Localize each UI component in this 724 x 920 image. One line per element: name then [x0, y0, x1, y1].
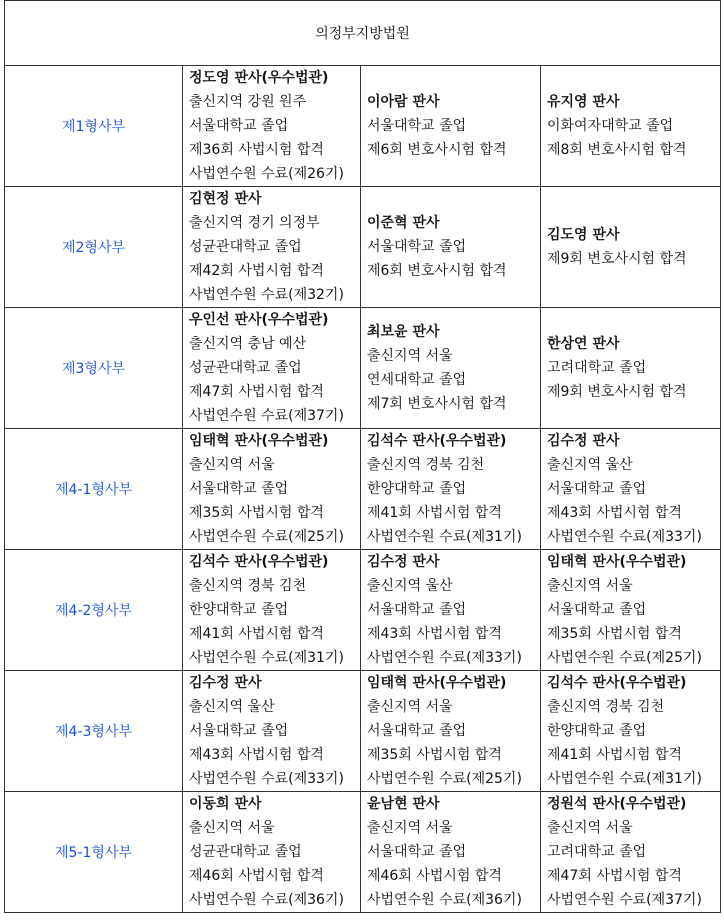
- judge-name: 임태혁 판사(우수법관): [547, 554, 687, 570]
- judge-entry: [189, 429, 360, 549]
- judge-detail-line: 제47회 사법시험 합격: [547, 868, 682, 884]
- judge-detail-line: 출신지역 서울: [367, 348, 453, 364]
- division-name: 제4-1형사부: [5, 429, 183, 550]
- judge-detail-line: 출신지역 서울: [367, 699, 453, 715]
- judge-detail-line: 출신지역 충남 예산: [189, 336, 307, 352]
- judge-detail-line: 출신지역 경북 김천: [547, 699, 665, 715]
- judge-detail-line: 사법연수원 수료(제33기): [367, 650, 522, 666]
- judge-entry: [547, 671, 720, 791]
- judge-detail-line: 사법연수원 수료(제25기): [189, 529, 344, 545]
- judge-detail-line: 출신지역 경북 김천: [189, 578, 307, 594]
- division-name: 제4-2형사부: [5, 550, 183, 671]
- judge-detail-line: 사법연수원 수료(제25기): [367, 771, 522, 787]
- judge-detail-line: 제47회 사법시험 합격: [189, 384, 324, 400]
- judge-detail-line: 제35회 사법시험 합격: [189, 505, 324, 521]
- judge-cell: [183, 308, 361, 429]
- judge-cell: [361, 671, 541, 792]
- judge-detail-line: 사법연수원 수료(제37기): [189, 408, 344, 424]
- judge-cell: [361, 187, 541, 308]
- judge-detail-line: 제36회 사법시험 합격: [189, 142, 324, 158]
- judge-cell: [183, 671, 361, 792]
- judge-cell: [183, 187, 361, 308]
- judge-cell: [361, 308, 541, 429]
- judge-cell: [183, 792, 361, 913]
- judge-detail-line: 사법연수원 수료(제36기): [367, 892, 522, 908]
- judge-detail-line: 출신지역 서울: [547, 578, 633, 594]
- judge-entry: [367, 550, 540, 670]
- judge-detail-line: 제6회 변호사시험 합격: [367, 263, 507, 279]
- judge-name: 이동희 판사: [189, 796, 262, 812]
- judge-cell: [361, 792, 541, 913]
- judge-entry: [189, 671, 360, 791]
- division-row: [5, 66, 721, 187]
- judge-detail-line: 사법연수원 수료(제31기): [367, 529, 522, 545]
- judge-name: 김수정 판사: [547, 433, 620, 449]
- judge-detail-line: 출신지역 울산: [189, 699, 275, 715]
- judge-detail-line: 사법연수원 수료(제37기): [547, 892, 702, 908]
- judge-detail-line: 서울대학교 졸업: [367, 723, 467, 739]
- judge-name: 김현정 판사: [189, 191, 262, 207]
- judge-detail-line: 출신지역 서울: [189, 820, 275, 836]
- division-row: [5, 671, 721, 792]
- division-name: 제2형사부: [5, 187, 183, 308]
- judge-entry: [189, 550, 360, 670]
- judge-detail-line: 사법연수원 수료(제33기): [189, 771, 344, 787]
- judge-detail-line: 한양대학교 졸업: [547, 723, 647, 739]
- judge-name: 이아람 판사: [367, 94, 440, 110]
- division-row: [5, 187, 721, 308]
- judge-detail-line: 제42회 사법시험 합격: [189, 263, 324, 279]
- division-row: [5, 550, 721, 671]
- judge-name: 한상연 판사: [547, 336, 620, 352]
- judge-entry: [547, 429, 720, 549]
- judge-detail-line: 제43회 사법시험 합격: [189, 747, 324, 763]
- judge-entry: [547, 90, 720, 162]
- judge-detail-line: 제41회 사법시험 합격: [367, 505, 502, 521]
- judge-detail-line: 출신지역 경북 김천: [367, 457, 485, 473]
- judge-name: 김도영 판사: [547, 227, 620, 243]
- judge-entry: [367, 211, 540, 283]
- judge-detail-line: 한양대학교 졸업: [367, 481, 467, 497]
- judge-detail-line: 제41회 사법시험 합격: [189, 626, 324, 642]
- judge-detail-line: 사법연수원 수료(제25기): [547, 650, 702, 666]
- judge-entry: [189, 308, 360, 428]
- judge-entry: [547, 792, 720, 912]
- judge-name: 정원석 판사(우수법관): [547, 796, 687, 812]
- judge-detail-line: 제6회 변호사시험 합격: [367, 142, 507, 158]
- judge-detail-line: 성균관대학교 졸업: [189, 239, 302, 255]
- judge-detail-line: 사법연수원 수료(제32기): [189, 287, 344, 303]
- judge-cell: [183, 429, 361, 550]
- division-name: 제3형사부: [5, 308, 183, 429]
- judge-entry: [367, 792, 540, 912]
- division-name: 제4-3형사부: [5, 671, 183, 792]
- judge-detail-line: 서울대학교 졸업: [189, 723, 289, 739]
- judge-entry: [367, 671, 540, 791]
- judge-entry: [189, 187, 360, 307]
- judge-cell: [361, 550, 541, 671]
- division-name: 제5-1형사부: [5, 792, 183, 913]
- judge-cell: [361, 429, 541, 550]
- judge-detail-line: 제43회 사법시험 합격: [547, 505, 682, 521]
- judge-detail-line: 출신지역 강원 원주: [189, 94, 307, 110]
- judge-name: 유지영 판사: [547, 94, 620, 110]
- judge-detail-line: 출신지역 서울: [547, 820, 633, 836]
- judge-detail-line: 출신지역 울산: [367, 578, 453, 594]
- judge-name: 정도영 판사(우수법관): [189, 70, 329, 86]
- judge-detail-line: 제43회 사법시험 합격: [367, 626, 502, 642]
- judge-detail-line: 사법연수원 수료(제33기): [547, 529, 702, 545]
- judge-name: 우인선 판사(우수법관): [189, 312, 329, 328]
- judge-detail-line: 연세대학교 졸업: [367, 372, 467, 388]
- judge-entry: [547, 223, 720, 271]
- judge-name: 김수정 판사: [189, 675, 262, 691]
- judge-cell: [541, 792, 721, 913]
- court-title: 의정부지방법원: [5, 1, 721, 66]
- judge-detail-line: 제8회 변호사시험 합격: [547, 142, 687, 158]
- judge-detail-line: 사법연수원 수료(제31기): [547, 771, 702, 787]
- judge-entry: [547, 332, 720, 404]
- judge-detail-line: 제46회 사법시험 합격: [367, 868, 502, 884]
- judge-detail-line: 한양대학교 졸업: [189, 602, 289, 618]
- judge-detail-line: 서울대학교 졸업: [547, 481, 647, 497]
- judge-detail-line: 고려대학교 졸업: [547, 844, 647, 860]
- division-row: [5, 792, 721, 913]
- judge-entry: [367, 320, 540, 416]
- judge-cell: [541, 66, 721, 187]
- judge-cell: [183, 550, 361, 671]
- court-roster-document: [4, 0, 721, 913]
- judge-cell: [541, 308, 721, 429]
- judge-detail-line: 서울대학교 졸업: [367, 602, 467, 618]
- judge-detail-line: 출신지역 울산: [547, 457, 633, 473]
- judge-cell: [541, 429, 721, 550]
- judge-detail-line: 제35회 사법시험 합격: [367, 747, 502, 763]
- roster-body: [5, 1, 721, 913]
- judge-detail-line: 서울대학교 졸업: [367, 239, 467, 255]
- judge-name: 임태혁 판사(우수법관): [367, 675, 507, 691]
- division-row: [5, 429, 721, 550]
- judge-cell: [541, 187, 721, 308]
- judge-cell: [541, 671, 721, 792]
- title-row: [5, 1, 721, 66]
- judge-entry: [367, 90, 540, 162]
- judge-entry: [547, 550, 720, 670]
- judge-detail-line: 출신지역 서울: [189, 457, 275, 473]
- judge-detail-line: 제41회 사법시험 합격: [547, 747, 682, 763]
- judge-name: 임태혁 판사(우수법관): [189, 433, 329, 449]
- judge-detail-line: 사법연수원 수료(제26기): [189, 166, 344, 182]
- judge-detail-line: 서울대학교 졸업: [189, 481, 289, 497]
- judge-detail-line: 성균관대학교 졸업: [189, 844, 302, 860]
- judge-detail-line: 사법연수원 수료(제36기): [189, 892, 344, 908]
- judge-detail-line: 서울대학교 졸업: [367, 844, 467, 860]
- judge-detail-line: 제9회 변호사시험 합격: [547, 251, 687, 267]
- judge-name: 김석수 판사(우수법관): [189, 554, 329, 570]
- judge-name: 최보윤 판사: [367, 324, 440, 340]
- division-row: [5, 308, 721, 429]
- judge-detail-line: 제35회 사법시험 합격: [547, 626, 682, 642]
- judge-detail-line: 출신지역 경기 의정부: [189, 215, 320, 231]
- judge-name: 김수정 판사: [367, 554, 440, 570]
- judge-detail-line: 사법연수원 수료(제31기): [189, 650, 344, 666]
- judge-cell: [183, 66, 361, 187]
- judge-detail-line: 제9회 변호사시험 합격: [547, 384, 687, 400]
- judge-detail-line: 서울대학교 졸업: [189, 118, 289, 134]
- judge-detail-line: 서울대학교 졸업: [547, 602, 647, 618]
- judge-name: 김석수 판사(우수법관): [367, 433, 507, 449]
- judge-entry: [189, 792, 360, 912]
- judge-detail-line: 제46회 사법시험 합격: [189, 868, 324, 884]
- judge-detail-line: 출신지역 서울: [367, 820, 453, 836]
- judge-name: 윤남현 판사: [367, 796, 440, 812]
- judge-entry: [367, 429, 540, 549]
- judge-detail-line: 이화여자대학교 졸업: [547, 118, 674, 134]
- judge-detail-line: 제7회 변호사시험 합격: [367, 396, 507, 412]
- judge-detail-line: 성균관대학교 졸업: [189, 360, 302, 376]
- judge-cell: [541, 550, 721, 671]
- judge-name: 김석수 판사(우수법관): [547, 675, 687, 691]
- judge-detail-line: 고려대학교 졸업: [547, 360, 647, 376]
- court-roster-table: [4, 0, 721, 913]
- judge-cell: [361, 66, 541, 187]
- judge-detail-line: 서울대학교 졸업: [367, 118, 467, 134]
- judge-name: 이준혁 판사: [367, 215, 440, 231]
- judge-entry: [189, 66, 360, 186]
- division-name: 제1형사부: [5, 66, 183, 187]
